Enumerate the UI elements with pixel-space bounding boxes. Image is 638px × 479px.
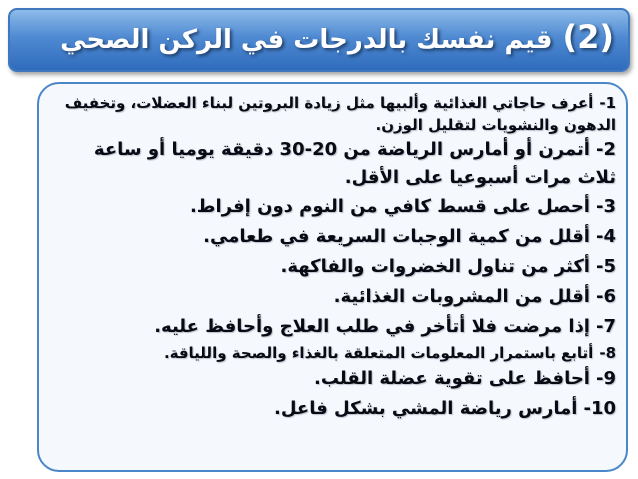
item-text: إذا مرضت فلا أتأخر في طلب العلاج وأحافظ عليه. — [154, 316, 590, 337]
item-number: 8- — [599, 344, 616, 362]
item-number: 10- — [583, 398, 616, 419]
slide-number: (2) — [562, 18, 614, 56]
content-box — [37, 82, 628, 472]
item-number: 1- — [599, 94, 616, 112]
item-text: أكثر من تناول الخضروات والفاكهة. — [280, 256, 590, 277]
item-text: أعرف حاجاتي الغذائية وألبيها مثل زيادة البروتين لبناء العضلات، وتخفيف الدهون والنشويات لتقليل الوزن. — [64, 94, 616, 134]
item-text: أحصل على قسط كافي من النوم دون إفراط. — [189, 196, 590, 217]
item-number: 4- — [595, 226, 616, 247]
checklist — [51, 92, 616, 424]
list-item — [51, 282, 616, 312]
list-item — [51, 312, 616, 342]
item-number: 5- — [595, 256, 616, 277]
item-text: أتابع باستمرار المعلومات المتعلقة بالغذاء والصحة واللياقة. — [163, 344, 594, 362]
item-text: أقلل من المشروبات الغذائية. — [333, 286, 590, 307]
item-number: 3- — [595, 196, 616, 217]
item-text: أمارس رياضة المشي بشكل فاعل. — [274, 398, 578, 419]
item-text: أحافظ على تقوية عضلة القلب. — [314, 368, 590, 389]
item-number: 6- — [595, 286, 616, 307]
list-item — [51, 222, 616, 252]
title-bar — [8, 8, 630, 72]
item-number: 7- — [595, 316, 616, 337]
list-item — [51, 394, 616, 424]
slide-title — [60, 18, 614, 56]
item-text: أتمرن أو أمارس الرياضة من 20-30 دقيقة يوميا أو ساعة ثلاث مرات أسبوعيا على الأقل. — [93, 139, 616, 188]
list-item — [51, 192, 616, 222]
list-item — [51, 364, 616, 394]
item-text: أقلل من كمية الوجبات السريعة في طعامي. — [203, 226, 590, 247]
list-item — [51, 252, 616, 282]
list-item — [51, 92, 616, 136]
list-item — [51, 342, 616, 364]
slide-title-text: قيم نفسك بالدرجات في الركن الصحي — [60, 25, 553, 55]
item-number: 9- — [595, 368, 616, 389]
list-item — [51, 136, 616, 192]
item-number: 2- — [595, 139, 616, 160]
